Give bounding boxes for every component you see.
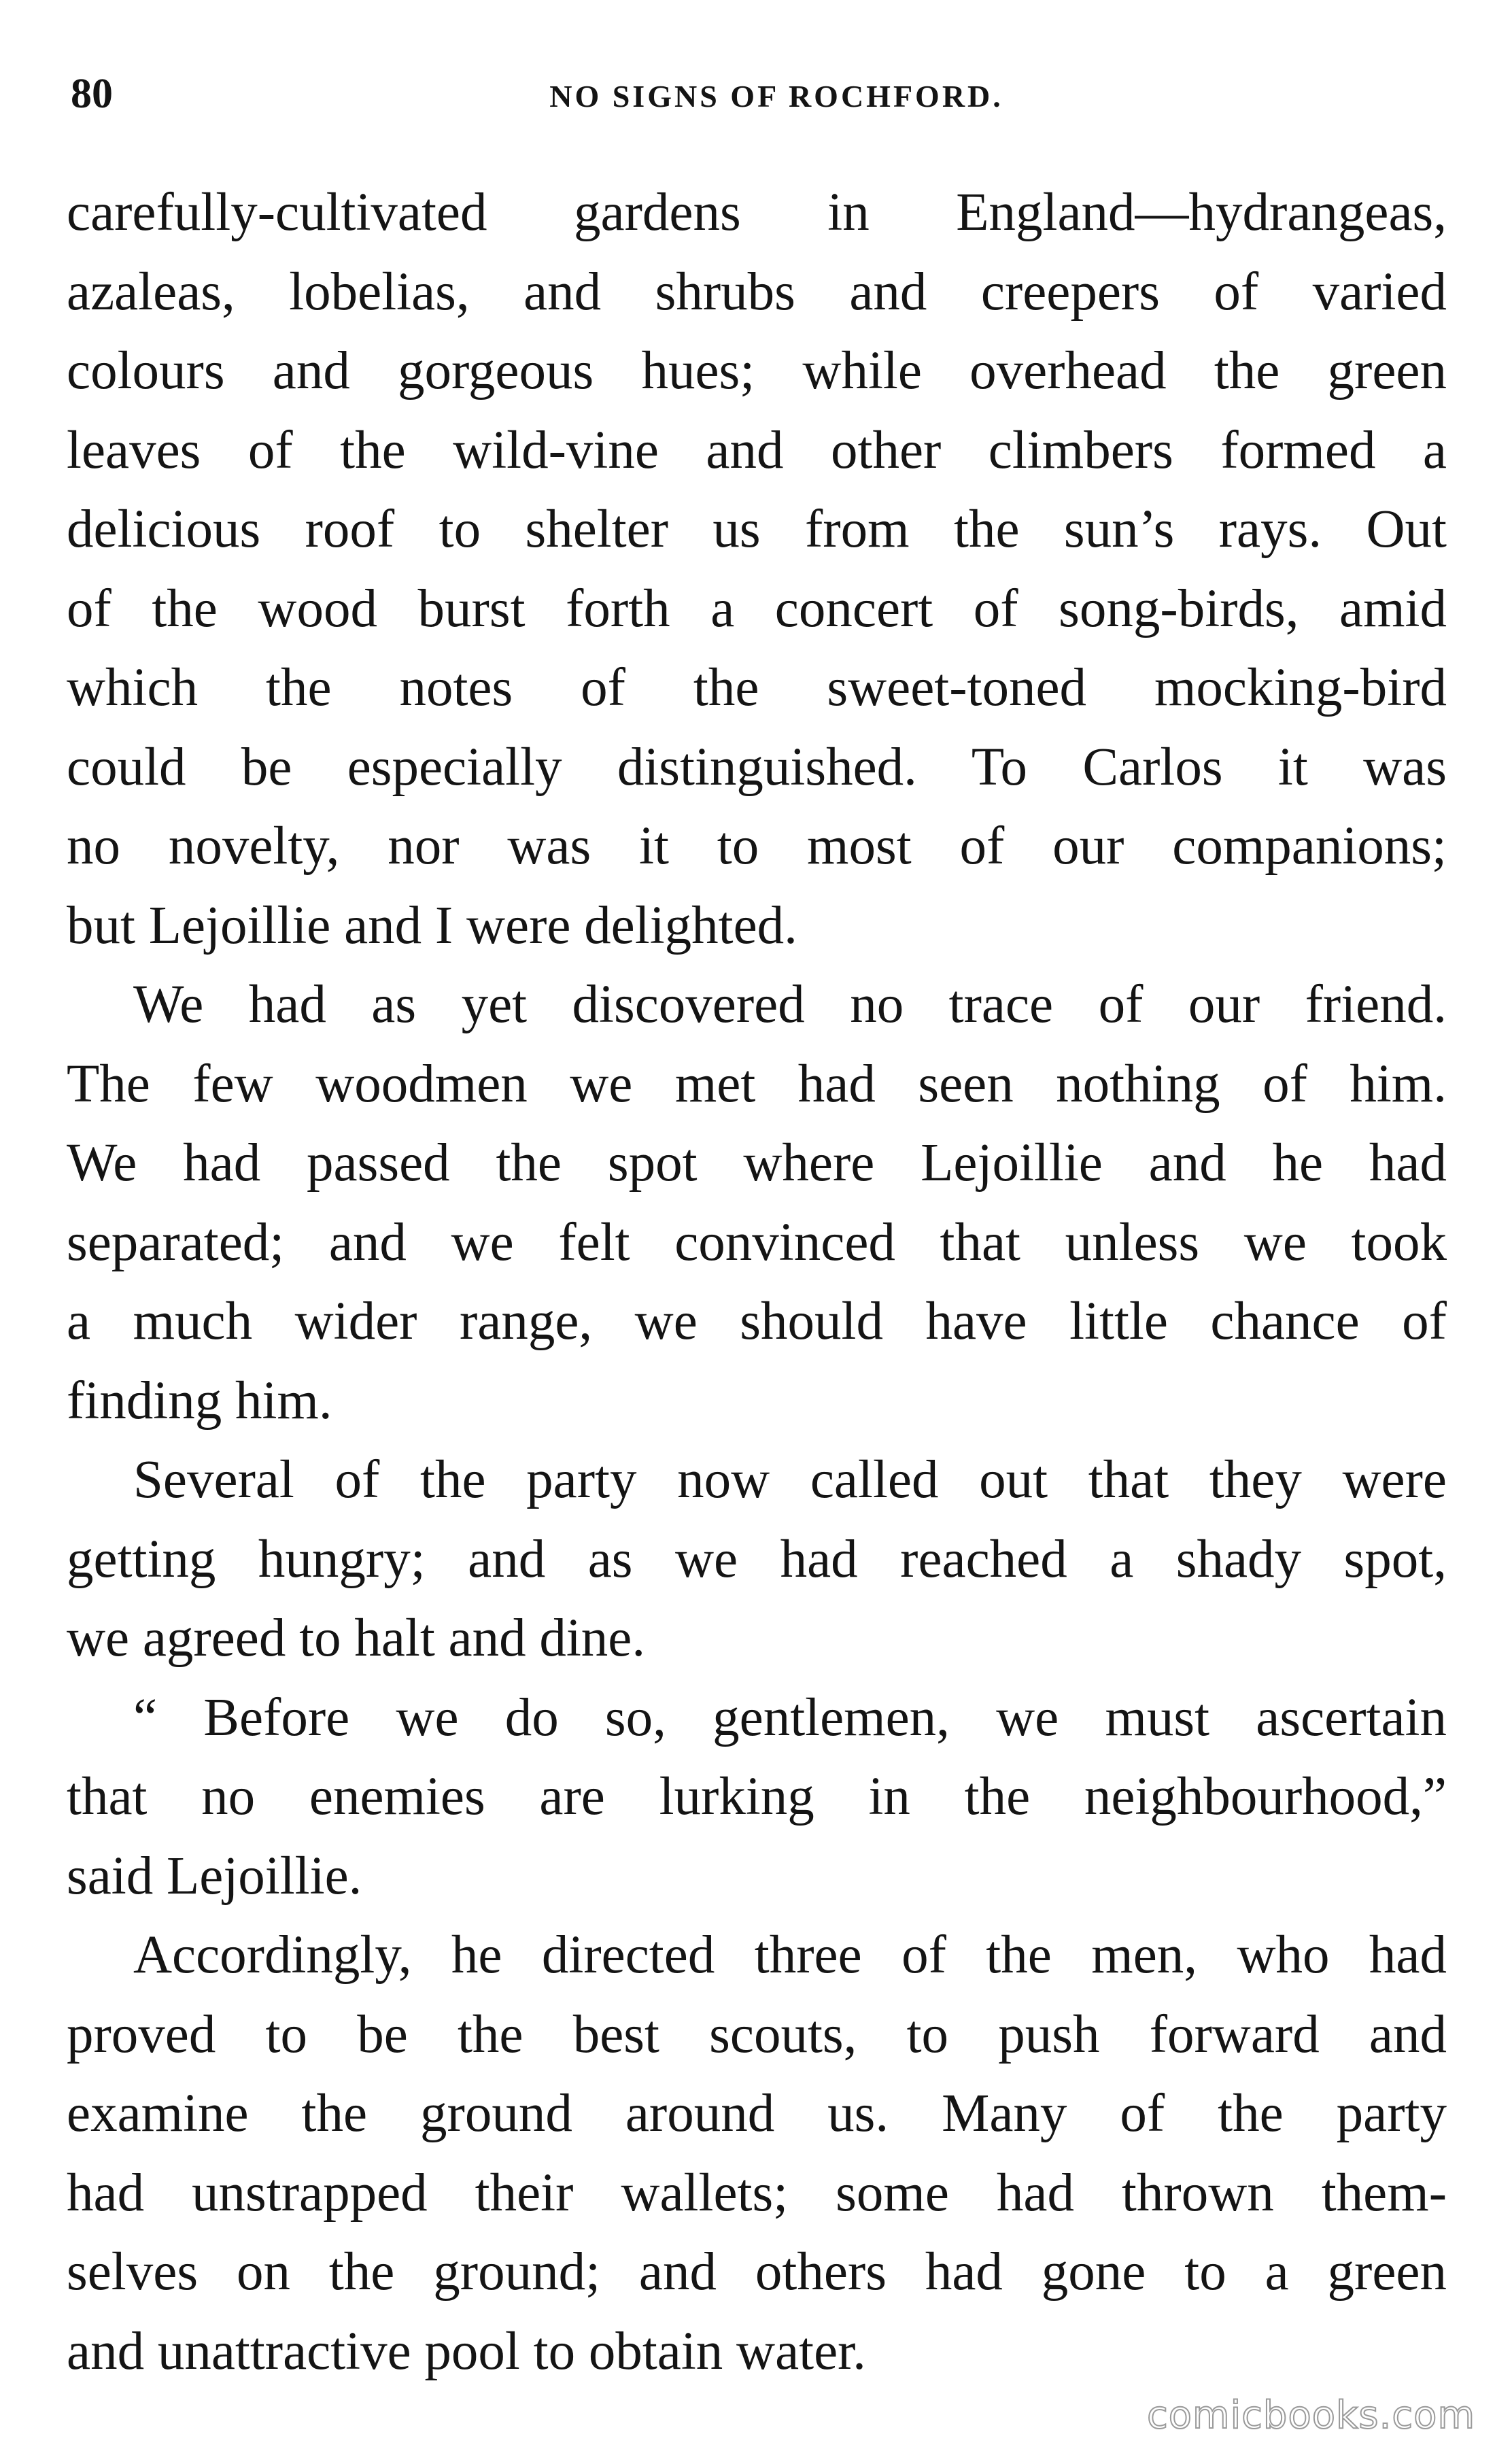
text-line: We had passed the spot where Lejoillie and he had <box>67 1133 1447 1193</box>
text-line: no novelty, nor was it to most of our companions; <box>67 817 1447 876</box>
text-line: azaleas, lobelias, and shrubs and creepers of varied <box>67 262 1447 322</box>
body-text <box>67 173 1447 2391</box>
text-line: selves on the ground; and others had gone to a green <box>67 2242 1447 2302</box>
text-line: but Lejoillie and I were delighted. <box>67 895 797 955</box>
text-line: had unstrapped their wallets; some had thrown them- <box>67 2163 1447 2223</box>
text-line: colours and gorgeous hues; while overhead the green <box>67 341 1447 400</box>
text-line: and unattractive pool to obtain water. <box>67 2321 866 2381</box>
running-title: NO SIGNS OF ROCHFORD. <box>549 79 1003 114</box>
text-line: could be especially distinguished. To Carlos it was <box>67 737 1447 797</box>
text-line: The few woodmen we met had seen nothing of him. <box>67 1054 1447 1114</box>
text-line: proved to be the best scouts, to push forward and <box>67 2004 1447 2064</box>
page-number: 80 <box>71 71 113 117</box>
text-line: separated; and we felt convinced that unless we took <box>67 1212 1447 1272</box>
text-line: of the wood burst forth a concert of song-birds, amid <box>67 579 1447 638</box>
text-line: delicious roof to shelter us from the sun’s rays. Out <box>67 500 1447 559</box>
text-line: said Lejoillie. <box>67 1846 362 1906</box>
text-line: a much wider range, we should have little chance of <box>67 1292 1447 1351</box>
text-line: Several of the party now called out that they were <box>133 1450 1447 1509</box>
text-line: we agreed to halt and dine. <box>67 1609 646 1668</box>
text-line: carefully-cultivated gardens in England—hydrangeas, <box>67 183 1447 242</box>
text-line: “ Before we do so, gentlemen, we must ascertain <box>133 1688 1447 1747</box>
text-line: which the notes of the sweet-toned mocking-bird <box>67 658 1447 717</box>
running-head <box>71 67 1441 121</box>
text-line: examine the ground around us. Many of the party <box>67 2084 1447 2143</box>
text-line: leaves of the wild-vine and other climbers formed a <box>67 420 1447 480</box>
watermark: comicbooks.com <box>1146 2393 1475 2437</box>
text-line: We had as yet discovered no trace of our friend. <box>133 975 1447 1034</box>
text-line: that no enemies are lurking in the neighbourhood,” <box>67 1767 1447 1826</box>
text-line: getting hungry; and as we had reached a shady spot, <box>67 1529 1447 1589</box>
text-line: Accordingly, he directed three of the men, who had <box>133 1926 1447 1985</box>
text-line: finding him. <box>67 1371 332 1431</box>
